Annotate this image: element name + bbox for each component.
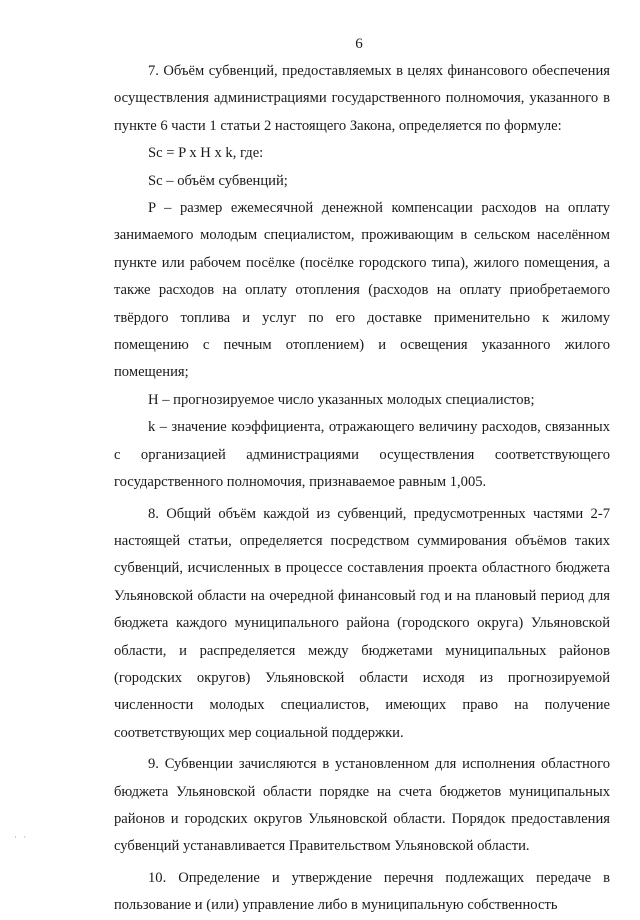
paragraph-7: 7. Объём субвенций, предоставляемых в целях финансового обеспечения осуществления администрациями государственного полномочия, указанного в пункте 6 части 1 статьи 2 настоящего Закона, определяется по формуле: xyxy=(114,63,610,134)
page-number: 6 xyxy=(355,36,363,52)
paragraph-10: 10. Определение и утверждение перечня подлежащих передаче в пользование и (или) управление либо в муниципальную собственность xyxy=(114,869,610,914)
paragraph-9: 9. Субвенции зачисляются в установленном для исполнения областного бюджета Ульяновской области порядке на счета бюджетов муниципальных районов и городских округов Ульяновской области. Порядок предоставления субвенций устанавливается Правительством Ульяновской области. xyxy=(114,756,610,855)
paragraph-8: 8. Общий объём каждой из субвенций, предусмотренных частями 2-7 настоящей статьи, определяется посредством суммирования объёмов таких субвенций, исчисленных в процессе составления проекта областного бюджета Ульяновской области на очередной финансовый год и на плановый период для бюджета каждого муниципального района (городского округа) Ульяновской области, и распределяется между бюджетами муниципальных районов (городских округов) Ульяновской области исходя из прогнозируемой численности молодых специалистов, имеющих право на получение соответствующих мер социальной поддержки. xyxy=(114,505,610,741)
definition-k: k – значение коэффициента, отражающего величину расходов, связанных с организацией администрациями осуществления соответствующего государственного полномочия, признаваемое равным 1,005. xyxy=(114,419,610,491)
definition-p: P – размер ежемесячной денежной компенсации расходов на оплату занимаемого молодым специалистом, проживающим в сельском населённом пункте или рабочем посёлке (посёлке городского типа), жилого помещения, а также расходов на оплату отопления (расходов на оплату приобретаемого твёрдого топлива и услуг по его доставке применительно к жилому помещению с печным отоплением) и освещения указанного жилого помещения; xyxy=(114,200,610,381)
definition-sc: Sc – объём субвенций; xyxy=(148,172,288,189)
formula-line: Sc = P x H x k, где: xyxy=(148,145,264,162)
definition-h: H – прогнозируемое число указанных молодых специалистов; xyxy=(148,391,535,408)
document-body xyxy=(114,58,610,920)
scan-margin-mark: · · xyxy=(14,832,29,842)
